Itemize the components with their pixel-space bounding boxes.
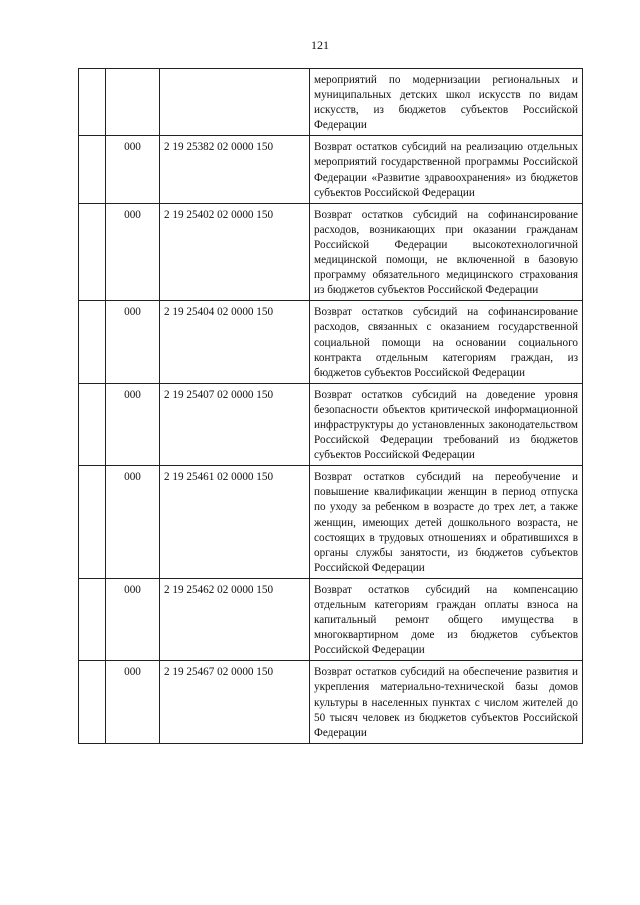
admin-code-cell bbox=[106, 69, 160, 136]
table-row bbox=[79, 466, 583, 579]
admin-code-cell: 000 bbox=[106, 203, 160, 301]
blank-cell bbox=[79, 466, 106, 579]
budget-code-cell: 2 19 25467 02 0000 150 bbox=[160, 661, 310, 743]
budget-code-cell: 2 19 25402 02 0000 150 bbox=[160, 203, 310, 301]
blank-cell bbox=[79, 136, 106, 203]
description-cell: Возврат остатков субсидий на софинансирование расходов, связанных с оказанием государственной социальной помощи на основании социального контракта отдельным категориям граждан, из бюджетов субъектов Российской Федерации bbox=[310, 301, 583, 383]
budget-code-cell: 2 19 25462 02 0000 150 bbox=[160, 578, 310, 660]
admin-code-cell: 000 bbox=[106, 466, 160, 579]
admin-code-cell: 000 bbox=[106, 136, 160, 203]
budget-code-cell: 2 19 25407 02 0000 150 bbox=[160, 383, 310, 465]
admin-code-cell: 000 bbox=[106, 661, 160, 743]
table-row bbox=[79, 203, 583, 301]
admin-code-cell: 000 bbox=[106, 301, 160, 383]
description-cell: Возврат остатков субсидий на компенсацию отдельным категориям граждан оплаты взноса на капитальный ремонт общего имущества в многоквартирном доме из бюджетов субъектов Российской Федерации bbox=[310, 578, 583, 660]
description-cell: Возврат остатков субсидий на доведение уровня безопасности объектов критической информационной инфраструктуры до установленных законодательством Российской Федерации требований из бюджетов субъектов Российской Федерации bbox=[310, 383, 583, 465]
description-cell: мероприятий по модернизации региональных и муниципальных детских школ искусств по видам искусств, из бюджетов субъектов Российской Федерации bbox=[310, 69, 583, 136]
description-cell: Возврат остатков субсидий на переобучение и повышение квалификации женщин в период отпуска по уходу за ребенком в возрасте до трех лет, а также женщин, имеющих детей дошкольного возраста, не состоящих в трудовых отношениях и обратившихся в органы службы занятости, из бюджетов субъектов Российской Федерации bbox=[310, 466, 583, 579]
budget-classification-table bbox=[78, 68, 583, 744]
blank-cell bbox=[79, 578, 106, 660]
table-row bbox=[79, 69, 583, 136]
table-row bbox=[79, 578, 583, 660]
table-row bbox=[79, 301, 583, 383]
blank-cell bbox=[79, 301, 106, 383]
description-cell: Возврат остатков субсидий на обеспечение развития и укрепления материально-технической базы домов культуры в населенных пунктах с числом жителей до 50 тысяч человек из бюджетов субъектов Российской Федерации bbox=[310, 661, 583, 743]
admin-code-cell: 000 bbox=[106, 578, 160, 660]
budget-code-cell: 2 19 25461 02 0000 150 bbox=[160, 466, 310, 579]
description-cell: Возврат остатков субсидий на софинансирование расходов, возникающих при оказании гражданам Российской Федерации высокотехнологичной медицинской помощи, не включенной в базовую программу обязательного медицинского страхования из бюджетов субъектов Российской Федерации bbox=[310, 203, 583, 301]
page-number: 121 bbox=[311, 38, 329, 52]
description-cell: Возврат остатков субсидий на реализацию отдельных мероприятий государственной программы Российской Федерации «Развитие здравоохранения» из бюджетов субъектов Российской Федерации bbox=[310, 136, 583, 203]
admin-code-cell: 000 bbox=[106, 383, 160, 465]
budget-code-cell: 2 19 25382 02 0000 150 bbox=[160, 136, 310, 203]
budget-code-cell bbox=[160, 69, 310, 136]
table-row bbox=[79, 661, 583, 743]
blank-cell bbox=[79, 383, 106, 465]
blank-cell bbox=[79, 69, 106, 136]
blank-cell bbox=[79, 661, 106, 743]
blank-cell bbox=[79, 203, 106, 301]
budget-code-cell: 2 19 25404 02 0000 150 bbox=[160, 301, 310, 383]
table-row bbox=[79, 383, 583, 465]
table-row bbox=[79, 136, 583, 203]
